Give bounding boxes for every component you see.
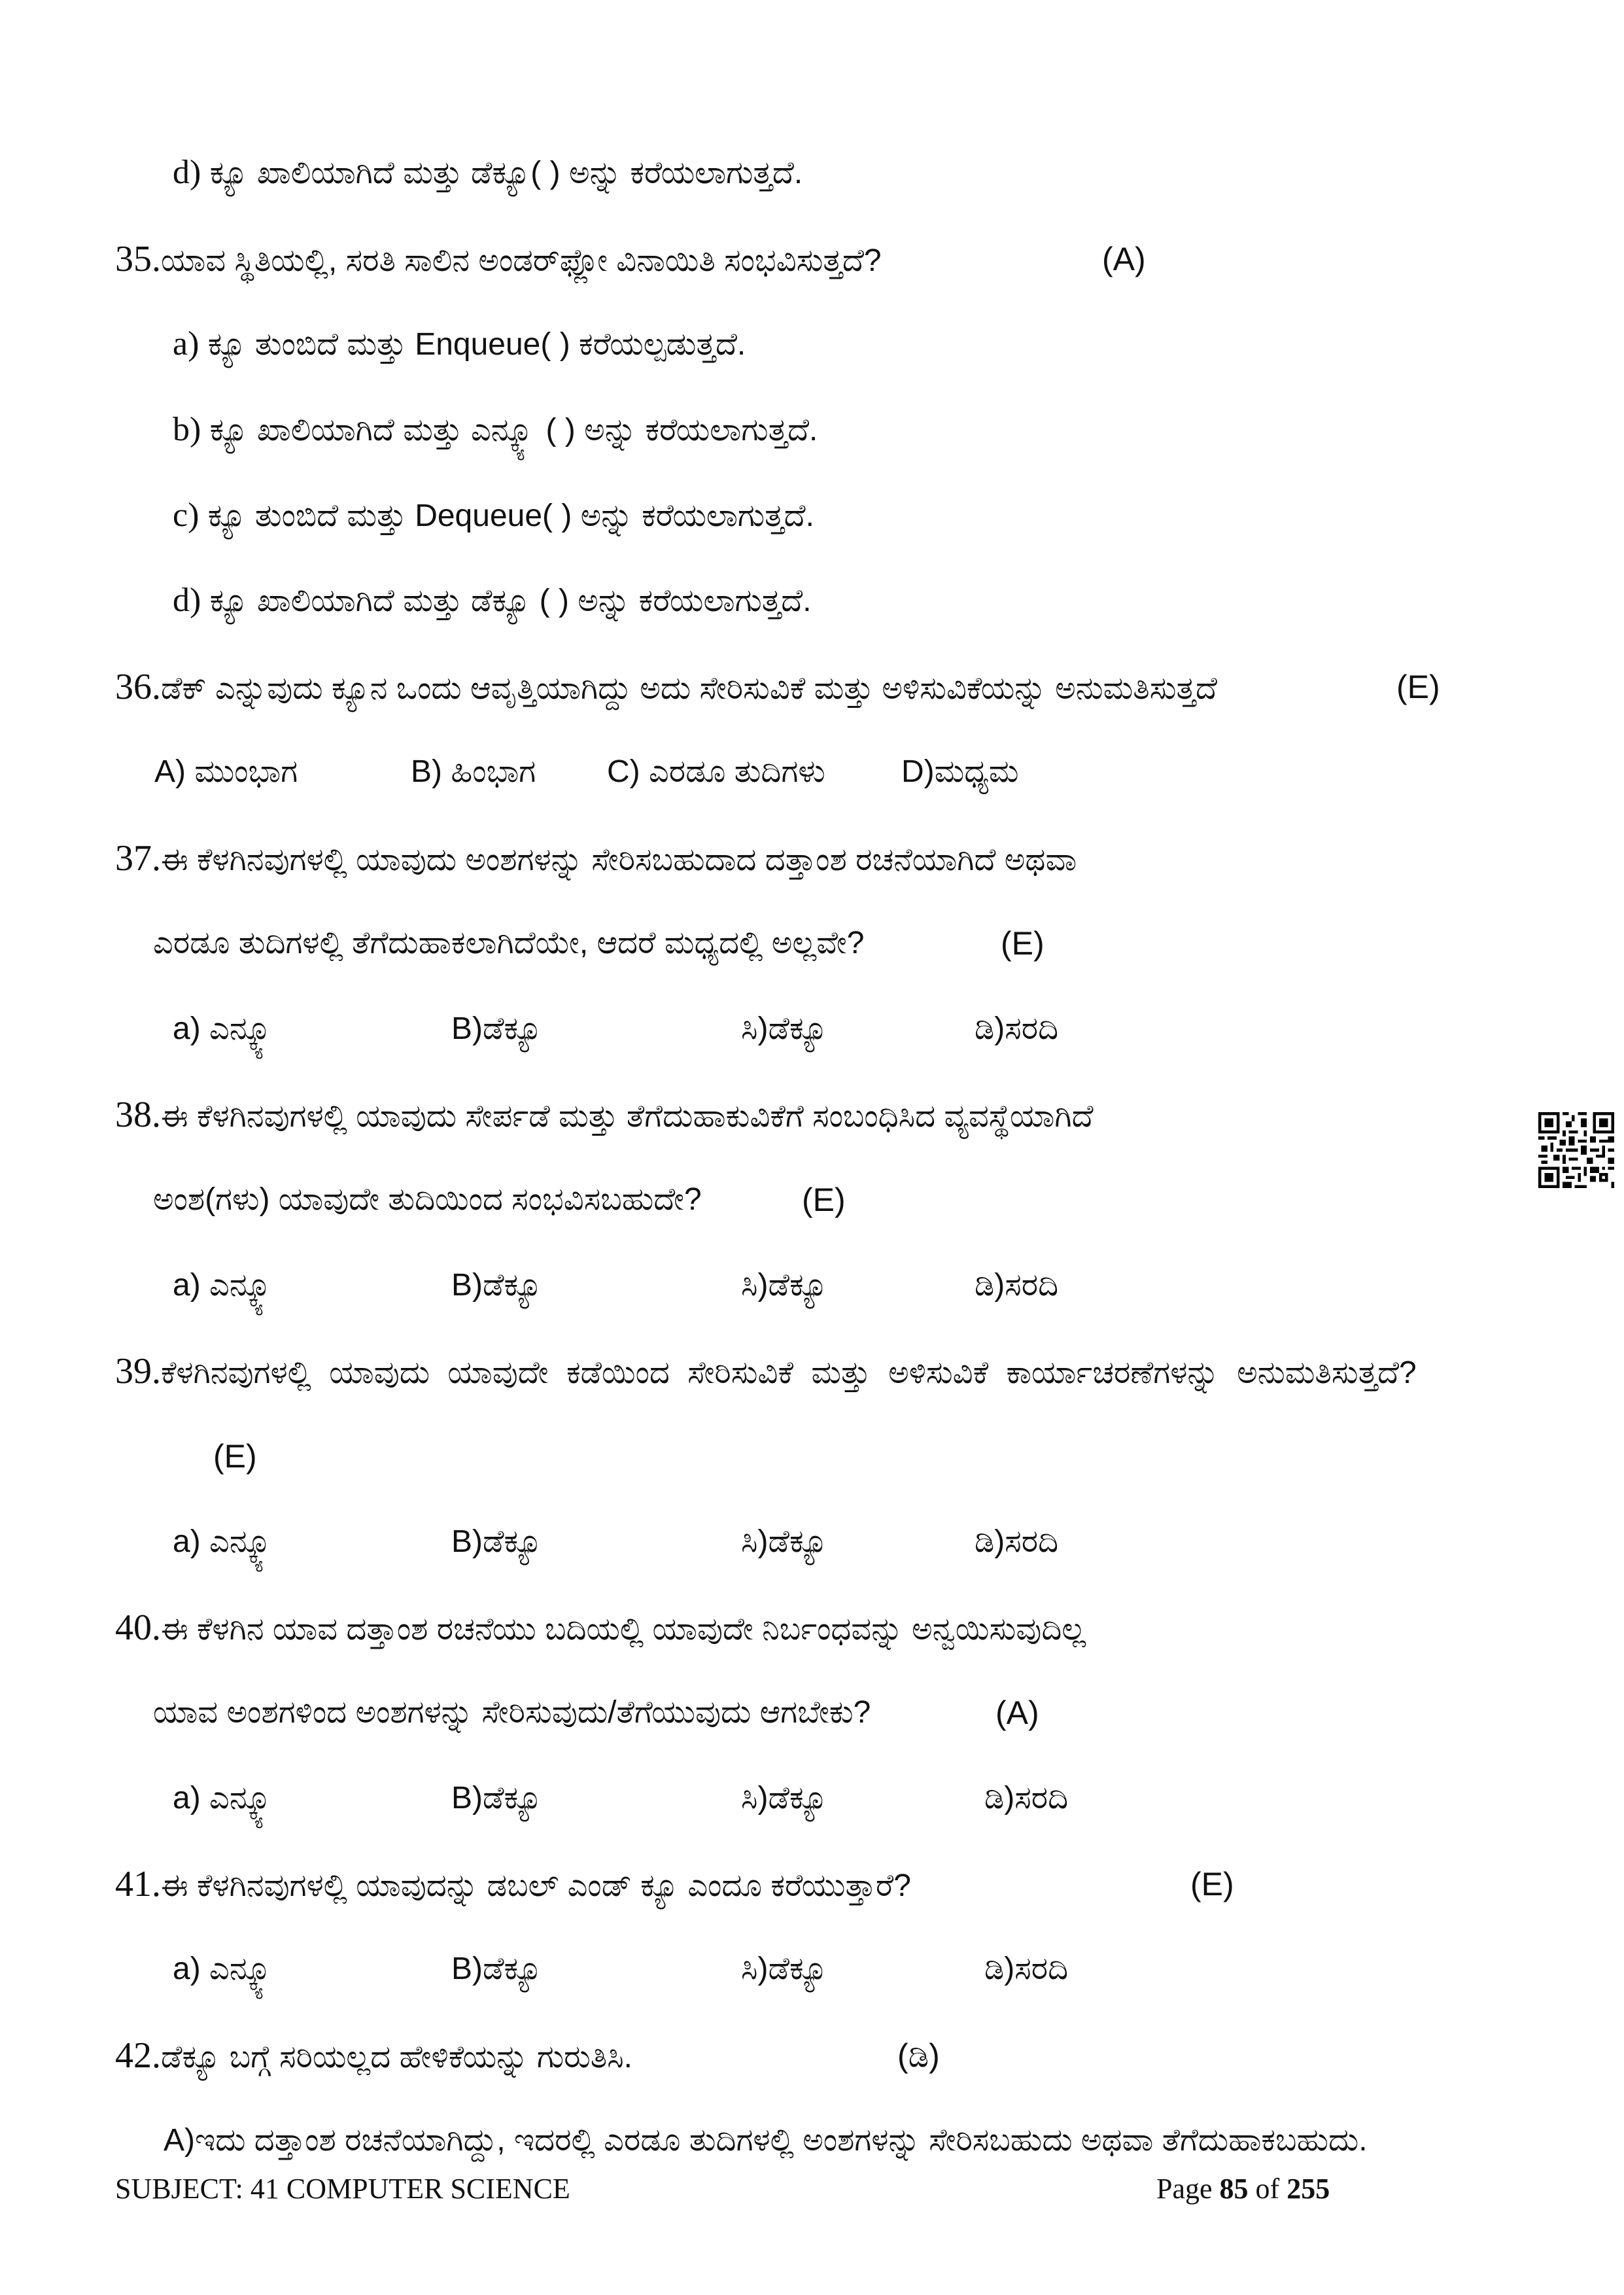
option-41d: ಡಿ)ಸರದಿ <box>984 1952 1069 1986</box>
option-41c: ಸಿ)ಡೆಕ್ಯೂ <box>741 1952 828 1986</box>
option-36a: A) ಮುಂಭಾಗ <box>154 754 298 789</box>
qr-code-icon <box>1538 1112 1614 1188</box>
question-38: 38.ಈ ಕೆಳಗಿನವುಗಳಲ್ಲಿ ಯಾವುದು ಸೇರ್ಪಡೆ ಮತ್ತು ತೆಗೆದುಹಾಕುವಿಕೆಗೆ ಸಂಬಂಧಿಸಿದ ವ್ಯವಸ್ಥೆಯಾಗಿದೆ <box>115 1095 1094 1135</box>
option-41a: a) ಎನ್ಕ್ಯೂ <box>173 1952 276 1986</box>
question-37-cont: ಎರಡೂ ತುದಿಗಳಲ್ಲಿ ತೆಗೆದುಹಾಕಲಾಗಿದೆಯೇ, ಆದರೆ ಮಧ್ಯದಲ್ಲಿ ಅಲ್ಲವೇ? <box>153 926 865 960</box>
option-36d: D)ಮಧ್ಯಮ <box>901 754 1019 789</box>
option-39c: ಸಿ)ಡೆಕ್ಯೂ <box>741 1524 828 1559</box>
option-38a: a) ಎನ್ಕ್ಯೂ <box>173 1268 276 1303</box>
footer-subject: SUBJECT: 41 COMPUTER SCIENCE <box>115 2173 570 2205</box>
option-39a: a) ಎನ್ಕ್ಯೂ <box>173 1524 276 1559</box>
question-36: 36.ಡೆಕ್ ಎನ್ನುವುದು ಕ್ಯೂನ ಒಂದು ಆವೃತ್ತಿಯಾಗಿದ್ದು ಅದು ಸೇರಿಸುವಿಕೆ ಮತ್ತು ಅಳಿಸುವಿಕೆಯನ್ನು ಅನುಮತಿಸುತ್ತದೆ <box>115 667 1217 707</box>
answer-35: (A) <box>1102 241 1146 277</box>
answer-41: (E) <box>1190 1866 1234 1902</box>
option-38c: ಸಿ)ಡೆಕ್ಯೂ <box>741 1268 828 1303</box>
option-37a: a) ಎನ್ಕ್ಯೂ <box>173 1011 276 1046</box>
option-40d: ಡಿ)ಸರದಿ <box>984 1781 1069 1815</box>
answer-42: (ಡಿ) <box>897 2037 940 2074</box>
option-40a: a) ಎನ್ಕ್ಯೂ <box>173 1781 276 1815</box>
question-35: 35.ಯಾವ ಸ್ಥಿತಿಯಲ್ಲಿ, ಸರತಿ ಸಾಲಿನ ಅಂಡರ್‌ಫ್ಲೋ ವಿನಾಯಿತಿ ಸಂಭವಿಸುತ್ತದೆ? <box>115 239 882 279</box>
question-39: 39.ಕೆಳಗಿನವುಗಳಲ್ಲಿ ಯಾವುದು ಯಾವುದೇ ಕಡೆಯಿಂದ ಸೇರಿಸುವಿಕೆ ಮತ್ತು ಅಳಿಸುವಿಕೆ ಕಾರ್ಯಾಚರಣೆಗಳನ್ನು ಅನುಮತಿಸುತ್ತದೆ? <box>115 1351 1417 1392</box>
option-35b: b) ಕ್ಯೂ ಖಾಲಿಯಾಗಿದೆ ಮತ್ತು ಎನ್ಕ್ಯೂ ( ) ಅನ್ನು ಕರೆಯಲಾಗುತ್ತದೆ. <box>173 411 818 448</box>
option-36c: C) ಎರಡೂ ತುದಿಗಳು <box>607 754 825 789</box>
answer-40: (A) <box>995 1694 1039 1731</box>
option-35a: a) ಕ್ಯೂ ತುಂಬಿದೆ ಮತ್ತು Enqueue( ) ಕರೆಯಲ್ಪಡುತ್ತದೆ. <box>173 325 746 362</box>
answer-38: (E) <box>802 1182 846 1218</box>
option-42a: A)ಇದು ದತ್ತಾಂಶ ರಚನೆಯಾಗಿದ್ದು, ಇದರಲ್ಲಿ ಎರಡೂ ತುದಿಗಳಲ್ಲಿ ಅಂಶಗಳನ್ನು ಸೇರಿಸಬಹುದು ಅಥವಾ ತೆಗೆದುಹಾಕಬಹುದು. <box>164 2123 1368 2158</box>
option-40c: ಸಿ)ಡೆಕ್ಯೂ <box>741 1781 828 1815</box>
option-37b: B)ಡೆಕ್ಯೂ <box>451 1011 543 1046</box>
footer-page-number: Page 85 of 255 <box>1156 2173 1330 2205</box>
question-37: 37.ಈ ಕೆಳಗಿನವುಗಳಲ್ಲಿ ಯಾವುದು ಅಂಶಗಳನ್ನು ಸೇರಿಸಬಹುದಾದ ದತ್ತಾಂಶ ರಚನೆಯಾಗಿದೆ ಅಥವಾ <box>115 838 1077 879</box>
option-39d: ಡಿ)ಸರದಿ <box>975 1524 1059 1559</box>
answer-39: (E) <box>213 1438 257 1475</box>
option-38d: ಡಿ)ಸರದಿ <box>975 1268 1059 1303</box>
option-35d: d) ಕ್ಯೂ ಖಾಲಿಯಾಗಿದೆ ಮತ್ತು ಡೆಕ್ಯೂ ( ) ಅನ್ನು ಕರೆಯಲಾಗುತ್ತದೆ. <box>173 582 812 619</box>
option-37c: ಸಿ)ಡೆಕ್ಯೂ <box>741 1011 828 1046</box>
answer-37: (E) <box>1001 925 1045 962</box>
option-36b: B) ಹಿಂಭಾಗ <box>411 754 536 789</box>
option-40b: B)ಡೆಕ್ಯೂ <box>451 1781 543 1815</box>
option-35c: c) ಕ್ಯೂ ತುಂಬಿದೆ ಮತ್ತು Dequeue( ) ಅನ್ನು ಕರೆಯಲಾಗುತ್ತದೆ. <box>173 497 814 534</box>
question-38-cont: ಅಂಶ(ಗಳು) ಯಾವುದೇ ತುದಿಯಿಂದ ಸಂಭವಿಸಬಹುದೇ? <box>153 1182 702 1217</box>
option-39b: B)ಡೆಕ್ಯೂ <box>451 1524 543 1559</box>
question-40: 40.ಈ ಕೆಳಗಿನ ಯಾವ ದತ್ತಾಂಶ ರಚನೆಯು ಬದಿಯಲ್ಲಿ ಯಾವುದೇ ನಿರ್ಬಂಧವನ್ನು ಅನ್ವಯಿಸುವುದಿಲ್ಲ <box>115 1607 1086 1648</box>
answer-36: (E) <box>1396 669 1440 705</box>
question-41: 41.ಈ ಕೆಳಗಿನವುಗಳಲ್ಲಿ ಯಾವುದನ್ನು ಡಬಲ್ ಎಂಡ್ ಕ್ಯೂ ಎಂದೂ ಕರೆಯುತ್ತಾರೆ? <box>115 1864 911 1904</box>
option-37d: ಡಿ)ಸರದಿ <box>975 1011 1059 1046</box>
option-41b: B)ಡೆಕ್ಯೂ <box>451 1952 543 1986</box>
option-38b: B)ಡೆಕ್ಯೂ <box>451 1268 543 1303</box>
question-42: 42.ಡೆಕ್ಯೂ ಬಗ್ಗೆ ಸರಿಯಲ್ಲದ ಹೇಳಿಕೆಯನ್ನು ಗುರುತಿಸಿ. <box>115 2035 633 2076</box>
option-line: d) ಕ್ಯೂ ಖಾಲಿಯಾಗಿದೆ ಮತ್ತು ಡೆಕ್ಯೂ( ) ಅನ್ನು ಕರೆಯಲಾಗುತ್ತದೆ. <box>173 154 803 191</box>
question-40-cont: ಯಾವ ಅಂಶಗಳಿಂದ ಅಂಶಗಳನ್ನು ಸೇರಿಸುವುದು/ತೆಗೆಯುವುದು ಆಗಬೇಕು? <box>153 1695 871 1730</box>
